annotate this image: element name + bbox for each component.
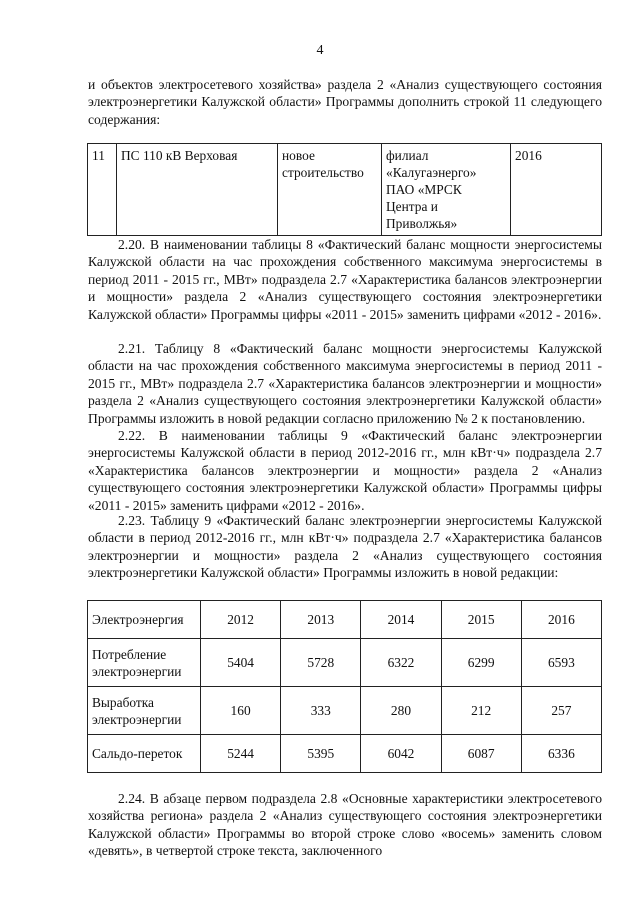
table-cell: 5404 [201, 639, 281, 687]
table-cell: 257 [521, 687, 601, 735]
table-cell: 5395 [281, 735, 361, 773]
header-cell: 2012 [201, 601, 281, 639]
table-cell: 6042 [361, 735, 441, 773]
table-cell: 6336 [521, 735, 601, 773]
paragraph-2-24: 2.24. В абзаце первом подраздела 2.8 «Основные характеристики электросетевого хозяйства региона» раздела 2 «Анализ существующего состояния электроэнергетики Калужской области» Программы во второй строке слово «восемь» заменить словом «девять», в четвертой строке текста, заключенного [88, 791, 602, 859]
substation-table [87, 143, 602, 236]
header-cell: 2014 [361, 601, 441, 639]
electricity-balance-table [87, 600, 602, 773]
table-cell: 5244 [201, 735, 281, 773]
table-row [88, 687, 602, 735]
table-row [88, 735, 602, 773]
table-cell: 6299 [441, 639, 521, 687]
table-cell: 2016 [511, 144, 602, 236]
row-label: Выработка электроэнергии [88, 687, 201, 735]
table-cell: ПС 110 кВ Верховая [117, 144, 278, 236]
paragraph-2-22: 2.22. В наименовании таблицы 9 «Фактический баланс электроэнергии энергосистемы Калужской области в период 2012-2016 гг., млн кВт·ч» подраздела 2.7 «Характеристика балансов электроэнергии и мощности» раздела 2 «Анализ существующего состояния электроэнергетики Калужской области» Программы цифры «2011 - 2015» заменить цифрами «2012 - 2016». [88, 428, 602, 513]
page-number: 4 [316, 43, 324, 58]
header-cell: 2016 [521, 601, 601, 639]
table-row [88, 639, 602, 687]
table-row [88, 144, 602, 236]
table-header-row [88, 601, 602, 639]
table-cell: 6593 [521, 639, 601, 687]
paragraph-2-20: 2.20. В наименовании таблицы 8 «Фактический баланс мощности энергосистемы Калужской области на час прохождения собственного максимума энергосистемы в период 2011 - 2015 гг., МВт» подраздела 2.7 «Характеристика балансов электроэнергии и мощности» раздела 2 «Анализ существующего состояния электроэнергетики Калужской области» Программы цифры «2011 - 2015» заменить цифрами «2012 - 2016». [88, 237, 602, 322]
table-cell: 6322 [361, 639, 441, 687]
row-label: Сальдо-переток [88, 735, 201, 773]
intro-paragraph: и объектов электросетевого хозяйства» раздела 2 «Анализ существующего состояния электроэнергетики Калужской области» Программы дополнить строкой 11 следующего содержания: [88, 77, 602, 127]
header-cell: Электроэнергия [88, 601, 201, 639]
table-cell: 212 [441, 687, 521, 735]
paragraph-2-21: 2.21. Таблицу 8 «Фактический баланс мощности энергосистемы Калужской области на час прохождения собственного максимума энергосистемы в период 2011 - 2015 гг., МВт» подраздела 2.7 «Характеристика балансов электроэнергии и мощности» раздела 2 «Анализ существующего состояния электроэнергетики Калужской области» Программы изложить в новой редакции согласно приложению № 2 к постановлению. [88, 341, 602, 426]
header-cell: 2013 [281, 601, 361, 639]
table-cell: новое строительство [278, 144, 382, 236]
table-cell: 280 [361, 687, 441, 735]
row-label: Потребление электроэнергии [88, 639, 201, 687]
table-cell: 333 [281, 687, 361, 735]
table-cell: филиал «Калугаэнерго» ПАО «МРСК Центра и Приволжья» [382, 144, 511, 236]
table-cell: 160 [201, 687, 281, 735]
header-cell: 2015 [441, 601, 521, 639]
table-cell: 5728 [281, 639, 361, 687]
table-cell: 11 [88, 144, 117, 236]
paragraph-2-23: 2.23. Таблицу 9 «Фактический баланс электроэнергии энергосистемы Калужской области в период 2012-2016 гг., млн кВт·ч» подраздела 2.7 «Характеристика балансов электроэнергии и мощности» раздела 2 «Анализ существующего состояния электроэнергетики Калужской области» Программы изложить в новой редакции: [88, 513, 602, 581]
table-cell: 6087 [441, 735, 521, 773]
